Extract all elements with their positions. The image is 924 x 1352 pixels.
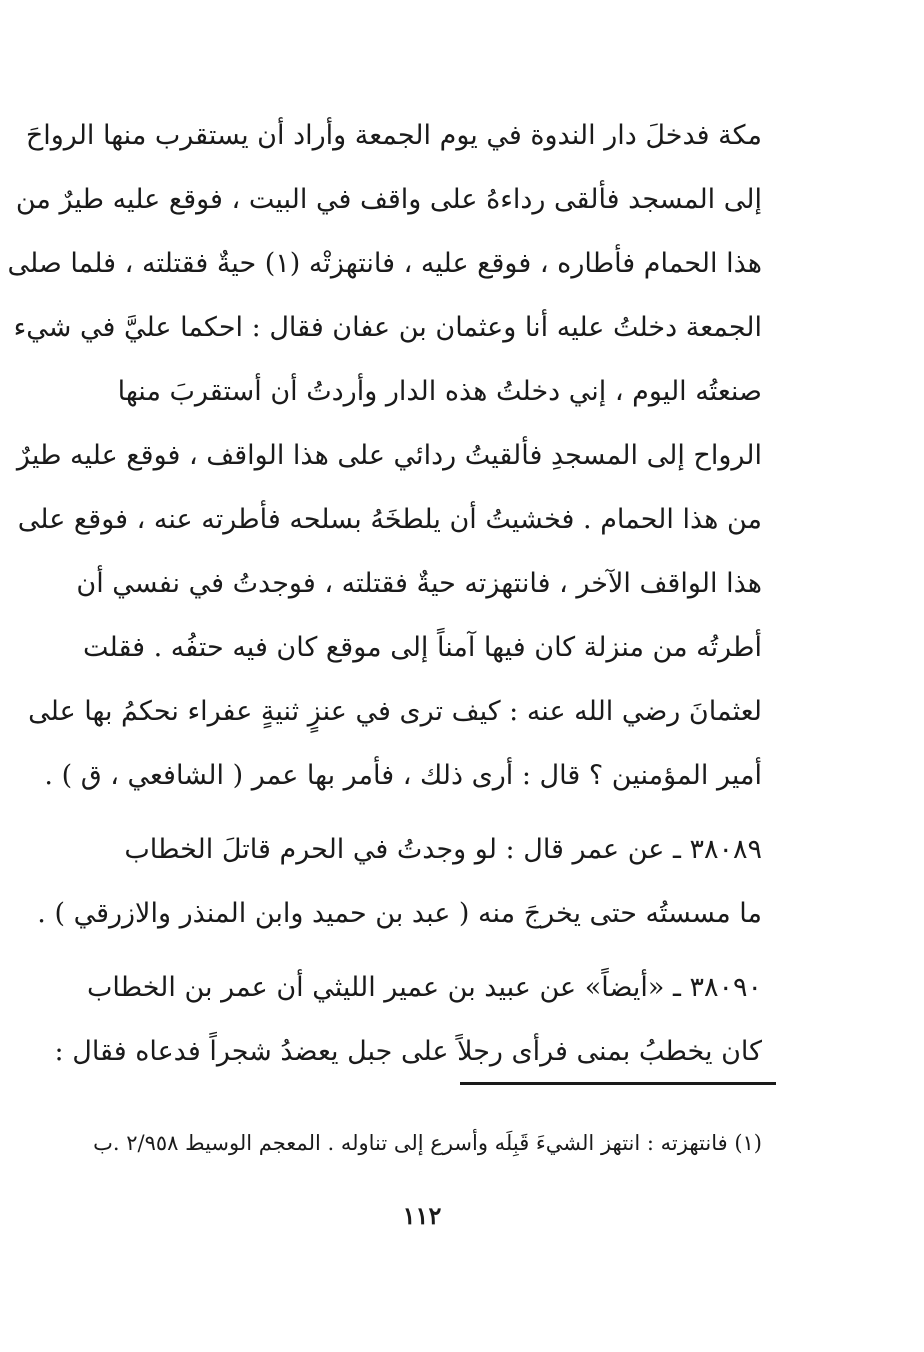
body-line-9: أطرتُه من منزلة كان فيها آمناً إلى موقع كان فيه حتفُه . فقلت bbox=[83, 632, 762, 663]
body-line-1: مكة فدخلَ دار الندوة في يوم الجمعة وأراد أن يستقرب منها الرواحَ bbox=[25, 120, 762, 151]
body-line-6: الرواح إلى المسجدِ فألقيتُ ردائي على هذا الواقف ، فوقع عليه طيرٌ bbox=[16, 440, 762, 471]
body-line-4: الجمعة دخلتُ عليه أنا وعثمان بن عفان فقال : احكما عليَّ في شيء bbox=[13, 312, 762, 343]
body-line-7: من هذا الحمام . فخشيتُ أن يلطخَهُ بسلحه فأطرته عنه ، فوقع على bbox=[17, 504, 762, 535]
body-line-5: صنعتُه اليوم ، إني دخلتُ هذه الدار وأردتُ أن أستقربَ منها bbox=[117, 376, 762, 407]
body-line-10: لعثمانَ رضي الله عنه : كيف ترى في عنزٍ ثنيةٍ عفراء نحكمُ بها على bbox=[28, 696, 762, 727]
hadith-38090-line-1: ٣٨٠٩٠ ـ «أيضاً» عن عبيد بن عمير الليثي أن عمر بن الخطاب bbox=[86, 972, 762, 1003]
page-number: ١١٢ bbox=[402, 1201, 442, 1230]
body-line-3: هذا الحمام فأطاره ، فوقع عليه ، فانتهزتْه (١) حيةٌ فقتلته ، فلما صلى bbox=[7, 248, 762, 279]
body-line-11: أمير المؤمنين ؟ قال : أرى ذلك ، فأمر بها عمر ( الشافعي ، ق ) . bbox=[44, 760, 762, 791]
hadith-38089-line-1: ٣٨٠٨٩ ـ عن عمر قال : لو وجدتُ في الحرم قاتلَ الخطاب bbox=[124, 834, 762, 865]
footnote-separator bbox=[460, 1082, 776, 1085]
body-line-2: إلى المسجد فألقى رداءهُ على واقف في البيت ، فوقع عليه طيرٌ من bbox=[15, 184, 762, 215]
footnote: (١) فانتهزته : انتهز الشيءَ قَبِلَه وأسرع إلى تناوله . المعجم الوسيط ٢/٩٥٨ .ب bbox=[93, 1131, 762, 1155]
hadith-38090-line-2: كان يخطبُ بمنى فرأى رجلاً على جبل يعضدُ شجراً فدعاه فقال : bbox=[54, 1036, 762, 1067]
body-line-8: هذا الواقف الآخر ، فانتهزته حيةٌ فقتلته ، فوجدتُ في نفسي أن bbox=[76, 568, 762, 599]
hadith-38089-line-2: ما مسستُه حتى يخرجَ منه ( عبد بن حميد وابن المنذر والازرقي ) . bbox=[37, 898, 762, 929]
